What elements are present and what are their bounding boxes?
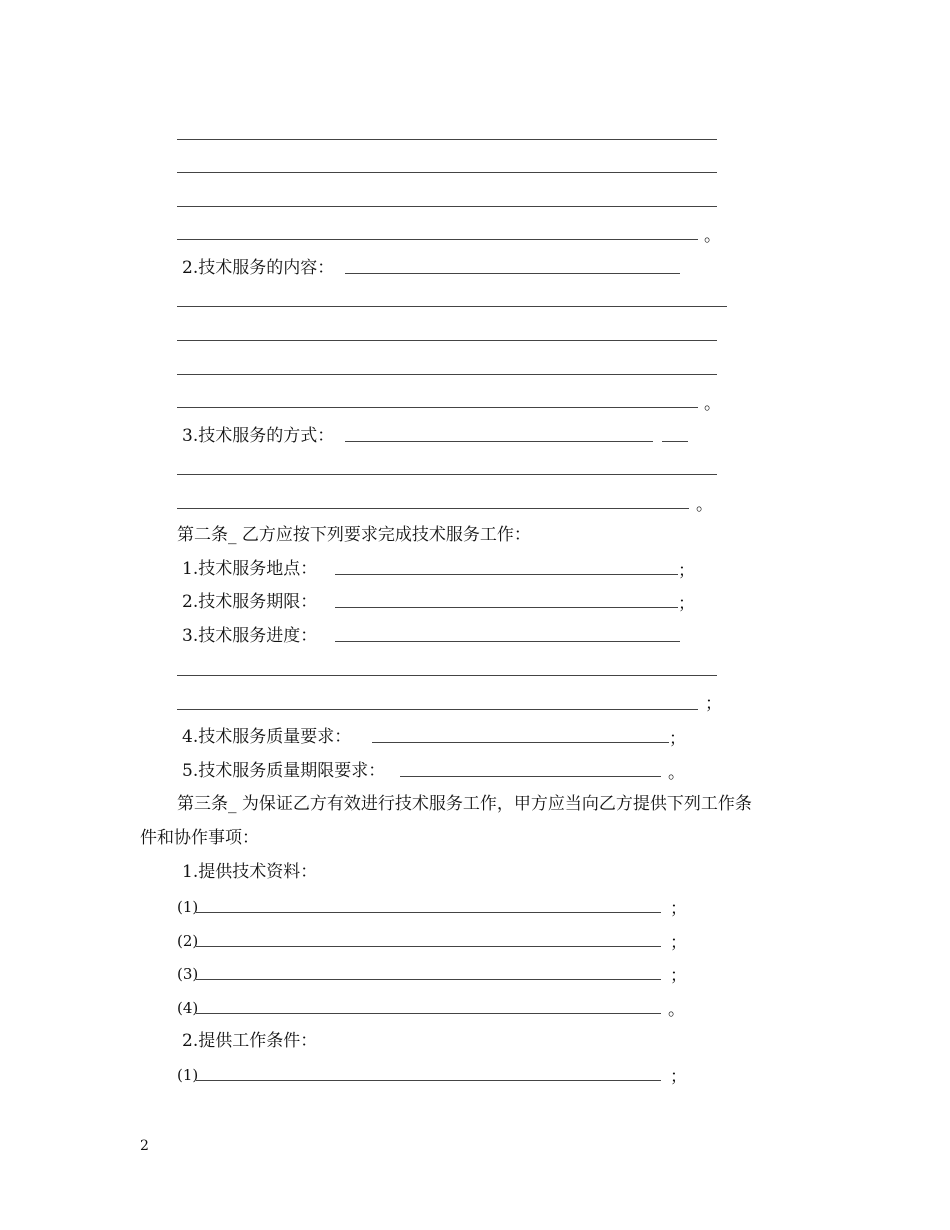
blank-line — [177, 206, 717, 207]
item-label: 2.技术服务期限： — [182, 592, 318, 612]
item-label: 4.技术服务质量要求： — [182, 727, 352, 747]
list-number: (3) — [177, 965, 199, 983]
blank-line — [196, 979, 661, 980]
item-label: 2.技术服务的内容： — [182, 258, 335, 278]
end-mark: ； — [670, 933, 687, 953]
blank-line — [345, 273, 680, 274]
end-mark: ； — [670, 966, 687, 986]
blank-line — [196, 912, 661, 913]
blank-line — [177, 239, 698, 240]
end-mark: ； — [670, 899, 687, 919]
list-number: (1) — [177, 898, 199, 916]
blank-line — [177, 709, 698, 710]
blank-line — [345, 441, 653, 442]
end-mark: 。 — [696, 495, 713, 515]
item-label: 1.提供技术资料： — [182, 862, 318, 882]
item-label: 1.技术服务地点： — [182, 559, 318, 579]
blank-line — [335, 607, 678, 608]
blank-line — [400, 776, 661, 777]
blank-line — [196, 1013, 661, 1014]
end-mark: ； — [678, 594, 695, 614]
end-mark: 。 — [668, 763, 685, 783]
blank-line — [177, 474, 717, 475]
article-heading: 第二条_ 乙方应按下列要求完成技术服务工作： — [177, 525, 531, 545]
list-number: (4) — [177, 999, 199, 1017]
list-number: (2) — [177, 932, 199, 950]
item-label: 2.提供工作条件： — [182, 1031, 318, 1051]
article-heading-continued: 件和协作事项： — [140, 828, 259, 848]
article-heading: 第三条_ 为保证乙方有效进行技术服务工作，甲方应当向乙方提供下列工作条 — [177, 794, 752, 814]
blank-line — [177, 172, 717, 173]
blank-line — [196, 946, 661, 947]
list-number: (1) — [177, 1066, 199, 1084]
item-label: 5.技术服务质量期限要求： — [182, 761, 386, 781]
blank-line — [177, 340, 717, 341]
blank-line — [177, 407, 698, 408]
end-mark: ； — [705, 694, 722, 714]
blank-line — [335, 641, 680, 642]
end-mark: ； — [670, 1067, 687, 1087]
blank-line — [177, 139, 717, 140]
end-mark: ； — [669, 729, 686, 749]
blank-line — [335, 574, 678, 575]
item-label: 3.技术服务进度： — [182, 626, 318, 646]
blank-line — [372, 742, 669, 743]
blank-line — [196, 1080, 661, 1081]
blank-line — [177, 374, 717, 375]
blank-line — [177, 508, 689, 509]
end-mark: 。 — [704, 394, 721, 414]
blank-line — [177, 675, 717, 676]
blank-line — [662, 441, 688, 442]
page-number: 2 — [140, 1138, 149, 1154]
item-label: 3.技术服务的方式： — [182, 426, 335, 446]
blank-line — [177, 306, 727, 307]
end-mark: 。 — [668, 1000, 685, 1020]
end-mark: ； — [678, 561, 695, 581]
end-mark: 。 — [704, 226, 721, 246]
